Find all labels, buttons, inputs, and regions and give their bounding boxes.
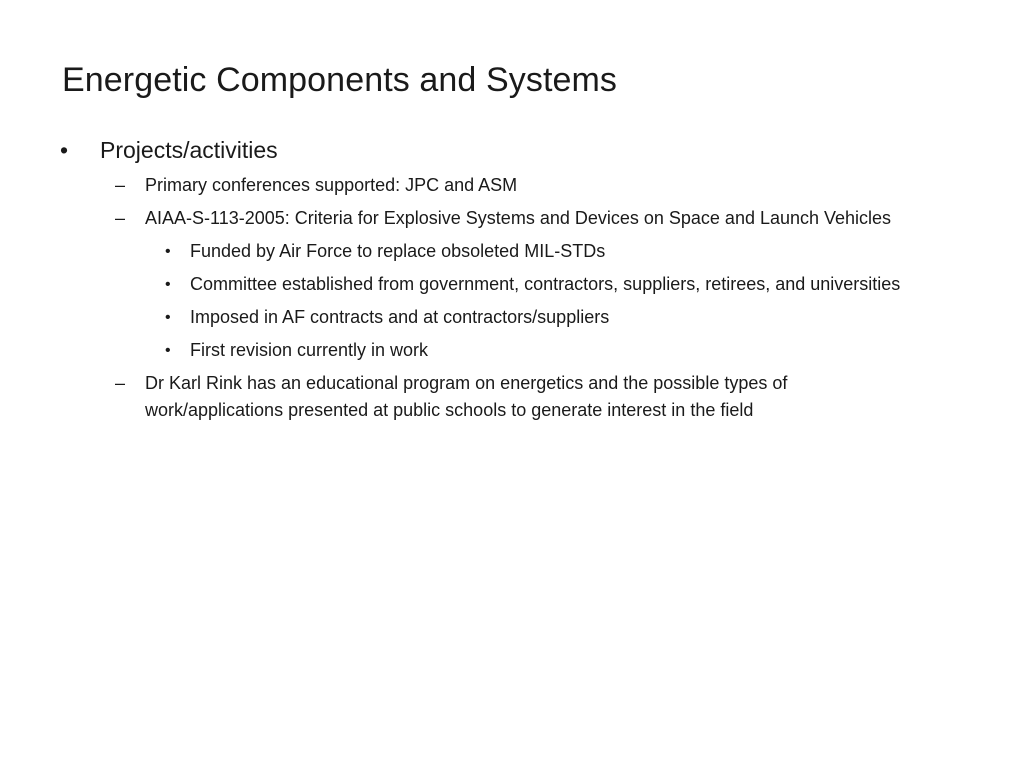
bullet-dot-marker: • [165,243,171,260]
bullet-text: Imposed in AF contracts and at contractors/suppliers [190,307,610,327]
bullet-dot-marker: • [165,342,171,359]
bullet-level3-committee [0,271,920,298]
bullet-text: AIAA-S-113-2005: Criteria for Explosive Systems and Devices on Space and Launch Vehicles [145,208,892,228]
bullet-text: Projects/activities [100,137,278,163]
bullet-dash-marker: – [115,175,126,195]
bullet-dash-marker: – [115,208,126,228]
bullet-level2-education-program [0,370,925,424]
bullet-level1-projects [0,133,1024,167]
bullet-dash-marker: – [115,373,126,393]
slide-body [0,133,1024,430]
bullet-level2-conferences [0,172,925,199]
bullet-text: Primary conferences supported: JPC and ASM [145,175,518,195]
bullet-dot-marker: • [165,276,171,293]
bullet-level3-funded [0,238,920,265]
bullet-level3-imposed [0,304,920,331]
bullet-text: Committee established from government, contractors, suppliers, retirees, and universities [190,274,901,294]
bullet-dot-marker: • [165,309,171,326]
bullet-level3-revision [0,337,920,364]
slide-title: Energetic Components and Systems [62,61,618,99]
bullet-text: Dr Karl Rink has an educational program on energetics and the possible types of work/applications presented at public schools to generate interest in the field [145,373,788,420]
bullet-level2-aiaa-standard [0,205,925,232]
bullet-text: First revision currently in work [190,340,429,360]
bullet-dot-marker: • [60,137,69,163]
bullet-text: Funded by Air Force to replace obsoleted MIL-STDs [190,241,606,261]
